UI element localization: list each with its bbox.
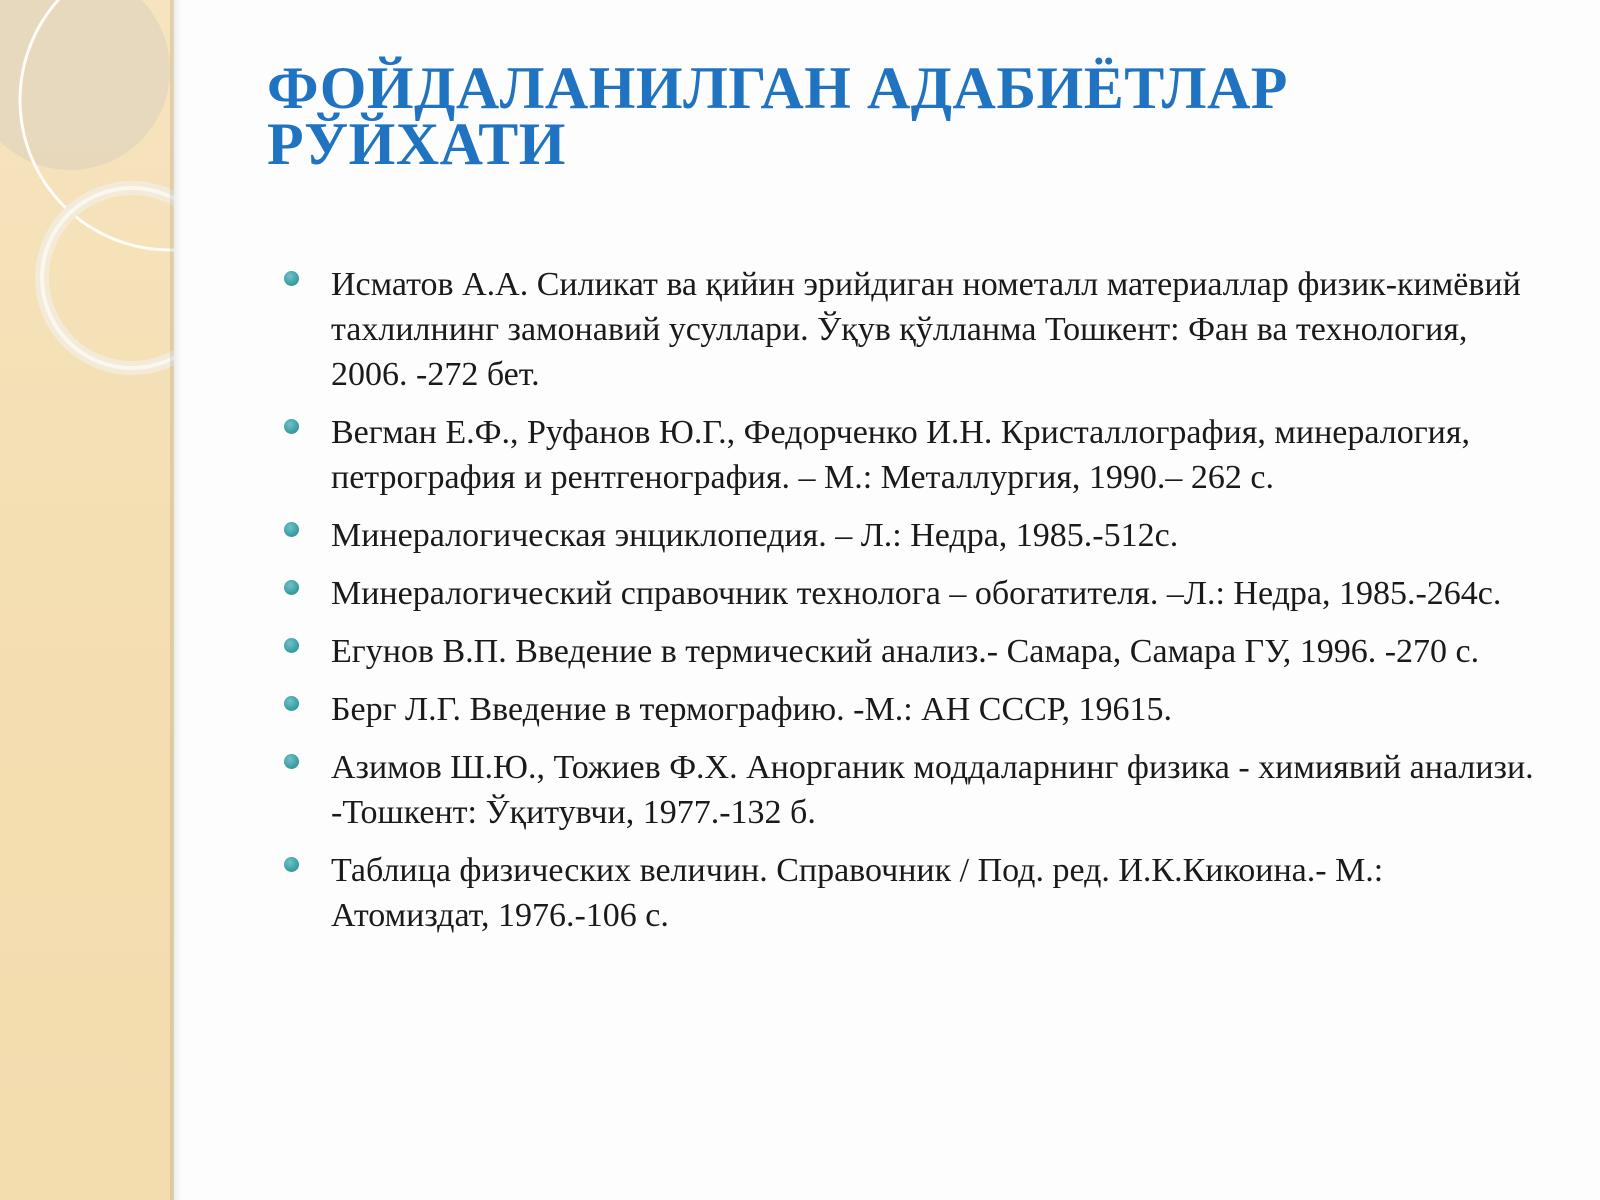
reference-list [282, 262, 1547, 951]
bullet-icon [284, 522, 299, 537]
reference-item [282, 745, 1547, 835]
panel-shadow [170, 0, 182, 1200]
slide-title: ФОЙДАЛАНИЛГАН АДАБИЁТЛАР РЎЙХАТИ [267, 55, 1288, 177]
reference-text: Вегман Е.Ф., Руфанов Ю.Г., Федорченко И.Н. Кристаллография, минералогия, петрография и рентгенография. – М.: Металлургия, 1990.– 262 с. [331, 414, 1470, 496]
bullet-icon [284, 696, 299, 711]
reference-item [282, 571, 1547, 616]
reference-text: Минералогический справочник технолога – обогатителя. –Л.: Недра, 1985.-264с. [331, 575, 1502, 612]
reference-text: Егунов В.П. Введение в термический анализ.- Самара, Самара ГУ, 1996. -270 с. [331, 633, 1480, 670]
bullet-icon [284, 419, 299, 434]
decorative-circles [0, 0, 174, 1200]
decorative-side-panel [0, 0, 174, 1200]
reference-text: Таблица физических величин. Справочник / Под. ред. И.К.Кикоина.- М.: Атомиздат, 1976.-106 с. [331, 852, 1384, 934]
reference-text: Минералогическая энциклопедия. – Л.: Недра, 1985.-512с. [331, 517, 1179, 554]
bullet-icon [284, 638, 299, 653]
bullet-icon [284, 857, 299, 872]
bullet-icon [284, 754, 299, 769]
reference-item [282, 687, 1547, 732]
bullet-icon [284, 580, 299, 595]
reference-item [282, 513, 1547, 558]
reference-item [282, 848, 1547, 938]
reference-text: Берг Л.Г. Введение в термографию. -М.: АН СССР, 19615. [331, 691, 1172, 728]
reference-text: Исматов А.А. Силикат ва қийин эрийдиган нометалл материаллар физик-кимёвий тахлилнинг замонавий усуллари. Ўқув қўлланма Тошкент: Фан ва технология, 2006. -272 бет. [331, 266, 1521, 393]
reference-item [282, 410, 1547, 500]
reference-text: Азимов Ш.Ю., Тожиев Ф.Х. Анорганик моддаларнинг физика - химиявий анализи. -Тошкент: Ўқитувчи, 1977.-132 б. [331, 749, 1534, 831]
reference-item [282, 629, 1547, 674]
bullet-icon [284, 271, 299, 286]
reference-item [282, 262, 1547, 397]
decor-ring [42, 188, 174, 368]
